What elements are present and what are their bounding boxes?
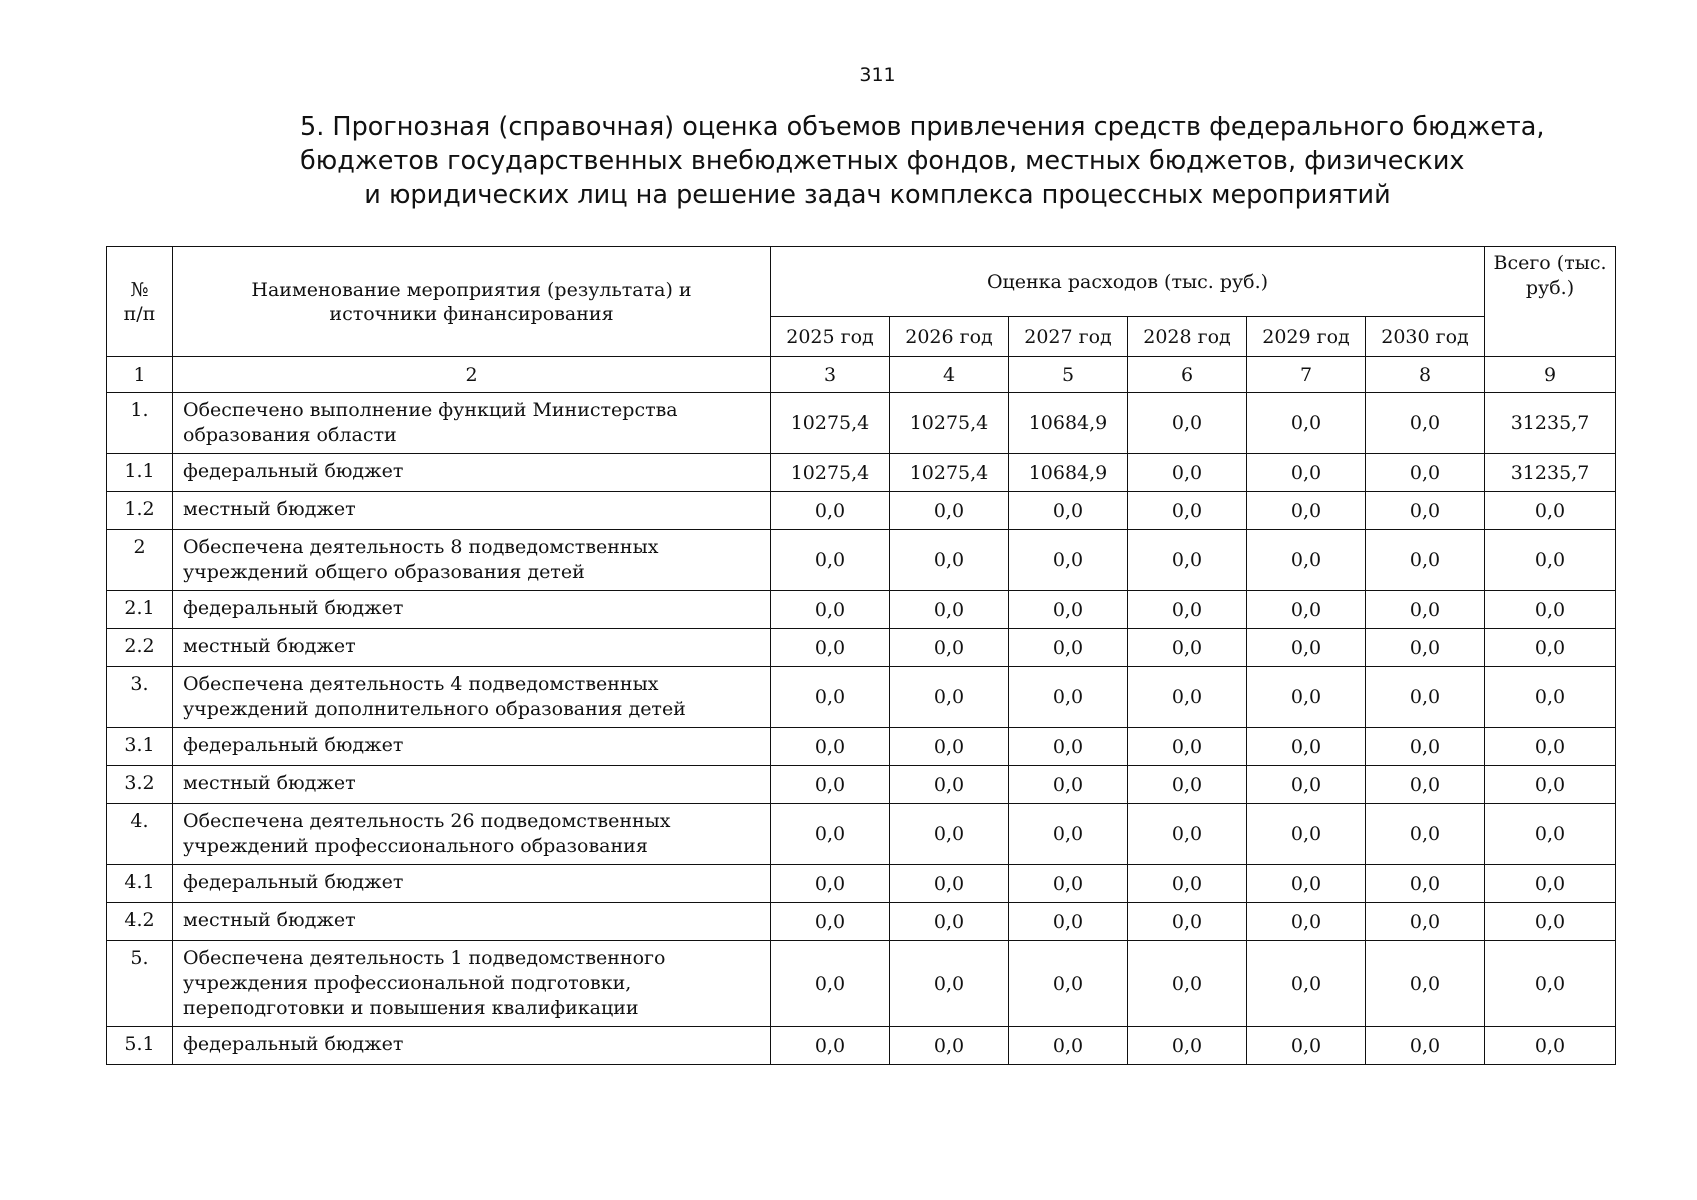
- row-value-2025-год: 0,0: [771, 804, 890, 865]
- table-row: [107, 629, 1616, 667]
- row-name: федеральный бюджет: [173, 865, 771, 903]
- row-total: 0,0: [1485, 865, 1616, 903]
- row-value-2027-год: 0,0: [1009, 629, 1128, 667]
- row-value-2025-год: 10275,4: [771, 393, 890, 454]
- row-value-2027-год: 10684,9: [1009, 454, 1128, 492]
- row-name: местный бюджет: [173, 629, 771, 667]
- row-value-2029-год: 0,0: [1247, 941, 1366, 1027]
- row-total: 0,0: [1485, 530, 1616, 591]
- page-number: 311: [859, 64, 896, 86]
- row-number: 2.2: [107, 629, 173, 667]
- row-total: 0,0: [1485, 804, 1616, 865]
- table-row: [107, 454, 1616, 492]
- row-value-2027-год: 0,0: [1009, 1027, 1128, 1065]
- row-number: 3.1: [107, 728, 173, 766]
- row-name: Обеспечена деятельность 1 подведомственного учреждения профессиональной подготовки, переподготовки и повышения квалификации: [173, 941, 771, 1027]
- row-value-2029-год: 0,0: [1247, 454, 1366, 492]
- row-value-2026-год: 0,0: [890, 865, 1009, 903]
- row-value-2030-год: 0,0: [1366, 629, 1485, 667]
- col-number: 2: [173, 357, 771, 393]
- header-name: Наименование мероприятия (результата) и источники финансирования: [173, 247, 771, 357]
- budget-table: [106, 246, 1616, 1065]
- col-number: 1: [107, 357, 173, 393]
- row-name: федеральный бюджет: [173, 728, 771, 766]
- row-number: 5.: [107, 941, 173, 1027]
- row-value-2029-год: 0,0: [1247, 492, 1366, 530]
- row-value-2028-год: 0,0: [1128, 393, 1247, 454]
- header-year: 2027 год: [1009, 317, 1128, 357]
- col-number: 4: [890, 357, 1009, 393]
- row-value-2026-год: 0,0: [890, 530, 1009, 591]
- row-value-2025-год: 0,0: [771, 629, 890, 667]
- header-year: 2030 год: [1366, 317, 1485, 357]
- row-value-2026-год: 0,0: [890, 492, 1009, 530]
- row-value-2029-год: 0,0: [1247, 1027, 1366, 1065]
- row-number: 1.: [107, 393, 173, 454]
- row-value-2028-год: 0,0: [1128, 903, 1247, 941]
- row-total: 0,0: [1485, 941, 1616, 1027]
- row-name: местный бюджет: [173, 766, 771, 804]
- row-value-2029-год: 0,0: [1247, 804, 1366, 865]
- title-line: бюджетов государственных внебюджетных фондов, местных бюджетов, физических: [300, 146, 1465, 176]
- row-value-2030-год: 0,0: [1366, 393, 1485, 454]
- row-total: 0,0: [1485, 591, 1616, 629]
- row-value-2028-год: 0,0: [1128, 766, 1247, 804]
- col-number: 8: [1366, 357, 1485, 393]
- title-line: 5. Прогнозная (справочная) оценка объемов привлечения средств федерального бюджета,: [300, 112, 1545, 142]
- col-number: 3: [771, 357, 890, 393]
- row-number: 3.: [107, 667, 173, 728]
- header-year: 2028 год: [1128, 317, 1247, 357]
- row-value-2030-год: 0,0: [1366, 667, 1485, 728]
- col-number: 7: [1247, 357, 1366, 393]
- row-value-2026-год: 0,0: [890, 667, 1009, 728]
- row-name: местный бюджет: [173, 903, 771, 941]
- header-costs: Оценка расходов (тыс. руб.): [771, 247, 1485, 317]
- row-total: 31235,7: [1485, 454, 1616, 492]
- row-total: 0,0: [1485, 766, 1616, 804]
- row-value-2026-год: 0,0: [890, 629, 1009, 667]
- row-name: федеральный бюджет: [173, 591, 771, 629]
- row-value-2027-год: 0,0: [1009, 903, 1128, 941]
- row-value-2027-год: 10684,9: [1009, 393, 1128, 454]
- table-row: [107, 492, 1616, 530]
- row-value-2027-год: 0,0: [1009, 667, 1128, 728]
- row-value-2025-год: 0,0: [771, 1027, 890, 1065]
- column-number-row: [107, 357, 1616, 393]
- row-value-2030-год: 0,0: [1366, 903, 1485, 941]
- row-name: Обеспечена деятельность 26 подведомственных учреждений профессионального образования: [173, 804, 771, 865]
- row-total: 0,0: [1485, 629, 1616, 667]
- row-value-2029-год: 0,0: [1247, 728, 1366, 766]
- row-value-2025-год: 0,0: [771, 903, 890, 941]
- table-row: [107, 393, 1616, 454]
- row-value-2029-год: 0,0: [1247, 393, 1366, 454]
- row-value-2030-год: 0,0: [1366, 454, 1485, 492]
- row-value-2026-год: 0,0: [890, 1027, 1009, 1065]
- row-value-2030-год: 0,0: [1366, 1027, 1485, 1065]
- row-value-2027-год: 0,0: [1009, 728, 1128, 766]
- table-row: [107, 728, 1616, 766]
- col-number: 5: [1009, 357, 1128, 393]
- header-year: 2025 год: [771, 317, 890, 357]
- table-row: [107, 865, 1616, 903]
- row-value-2029-год: 0,0: [1247, 629, 1366, 667]
- row-value-2029-год: 0,0: [1247, 667, 1366, 728]
- table-row: [107, 591, 1616, 629]
- row-number: 2: [107, 530, 173, 591]
- row-value-2025-год: 0,0: [771, 941, 890, 1027]
- row-total: 0,0: [1485, 728, 1616, 766]
- header-year: 2026 год: [890, 317, 1009, 357]
- row-value-2030-год: 0,0: [1366, 492, 1485, 530]
- table-row: [107, 1027, 1616, 1065]
- table-row: [107, 766, 1616, 804]
- row-value-2026-год: 0,0: [890, 903, 1009, 941]
- row-name: федеральный бюджет: [173, 454, 771, 492]
- header-total: Всего (тыс. руб.): [1485, 247, 1616, 357]
- row-number: 1.2: [107, 492, 173, 530]
- row-value-2030-год: 0,0: [1366, 766, 1485, 804]
- row-value-2025-год: 10275,4: [771, 454, 890, 492]
- row-value-2026-год: 10275,4: [890, 393, 1009, 454]
- row-number: 4.: [107, 804, 173, 865]
- title-line: и юридических лиц на решение задач комплекса процессных мероприятий: [364, 180, 1391, 210]
- row-value-2030-год: 0,0: [1366, 728, 1485, 766]
- table-row: [107, 941, 1616, 1027]
- header-num: № п/п: [107, 247, 173, 357]
- row-value-2027-год: 0,0: [1009, 766, 1128, 804]
- row-value-2025-год: 0,0: [771, 865, 890, 903]
- row-value-2027-год: 0,0: [1009, 865, 1128, 903]
- row-total: 0,0: [1485, 1027, 1616, 1065]
- row-value-2028-год: 0,0: [1128, 804, 1247, 865]
- row-name: Обеспечена деятельность 4 подведомственных учреждений дополнительного образования детей: [173, 667, 771, 728]
- row-value-2028-год: 0,0: [1128, 530, 1247, 591]
- row-value-2025-год: 0,0: [771, 530, 890, 591]
- row-value-2029-год: 0,0: [1247, 766, 1366, 804]
- row-number: 1.1: [107, 454, 173, 492]
- row-value-2030-год: 0,0: [1366, 804, 1485, 865]
- row-value-2029-год: 0,0: [1247, 865, 1366, 903]
- row-value-2025-год: 0,0: [771, 492, 890, 530]
- row-value-2030-год: 0,0: [1366, 865, 1485, 903]
- row-value-2026-год: 0,0: [890, 804, 1009, 865]
- table-row: [107, 530, 1616, 591]
- row-value-2026-год: 0,0: [890, 766, 1009, 804]
- row-value-2027-год: 0,0: [1009, 591, 1128, 629]
- row-value-2028-год: 0,0: [1128, 454, 1247, 492]
- row-value-2027-год: 0,0: [1009, 804, 1128, 865]
- row-value-2029-год: 0,0: [1247, 903, 1366, 941]
- row-value-2028-год: 0,0: [1128, 591, 1247, 629]
- row-value-2025-год: 0,0: [771, 591, 890, 629]
- row-value-2030-год: 0,0: [1366, 591, 1485, 629]
- row-value-2025-год: 0,0: [771, 667, 890, 728]
- header-year: 2029 год: [1247, 317, 1366, 357]
- table-row: [107, 903, 1616, 941]
- row-value-2025-год: 0,0: [771, 728, 890, 766]
- table-row: [107, 804, 1616, 865]
- row-value-2030-год: 0,0: [1366, 941, 1485, 1027]
- row-value-2028-год: 0,0: [1128, 492, 1247, 530]
- row-value-2027-год: 0,0: [1009, 530, 1128, 591]
- row-value-2028-год: 0,0: [1128, 941, 1247, 1027]
- row-total: 0,0: [1485, 903, 1616, 941]
- col-number: 6: [1128, 357, 1247, 393]
- row-name: Обеспечено выполнение функций Министерства образования области: [173, 393, 771, 454]
- row-number: 3.2: [107, 766, 173, 804]
- row-value-2030-год: 0,0: [1366, 530, 1485, 591]
- row-total: 0,0: [1485, 667, 1616, 728]
- row-name: Обеспечена деятельность 8 подведомственных учреждений общего образования детей: [173, 530, 771, 591]
- row-value-2028-год: 0,0: [1128, 1027, 1247, 1065]
- row-value-2025-год: 0,0: [771, 766, 890, 804]
- row-total: 31235,7: [1485, 393, 1616, 454]
- row-value-2026-год: 0,0: [890, 728, 1009, 766]
- row-value-2029-год: 0,0: [1247, 530, 1366, 591]
- row-value-2028-год: 0,0: [1128, 667, 1247, 728]
- row-total: 0,0: [1485, 492, 1616, 530]
- row-number: 5.1: [107, 1027, 173, 1065]
- row-value-2029-год: 0,0: [1247, 591, 1366, 629]
- row-value-2028-год: 0,0: [1128, 728, 1247, 766]
- document-title: [300, 110, 1545, 212]
- row-value-2028-год: 0,0: [1128, 629, 1247, 667]
- table-row: [107, 667, 1616, 728]
- row-value-2026-год: 0,0: [890, 591, 1009, 629]
- row-value-2026-год: 10275,4: [890, 454, 1009, 492]
- row-number: 4.2: [107, 903, 173, 941]
- row-value-2026-год: 0,0: [890, 941, 1009, 1027]
- row-number: 2.1: [107, 591, 173, 629]
- row-value-2028-год: 0,0: [1128, 865, 1247, 903]
- row-value-2027-год: 0,0: [1009, 492, 1128, 530]
- row-value-2027-год: 0,0: [1009, 941, 1128, 1027]
- row-name: федеральный бюджет: [173, 1027, 771, 1065]
- col-number: 9: [1485, 357, 1616, 393]
- row-number: 4.1: [107, 865, 173, 903]
- row-name: местный бюджет: [173, 492, 771, 530]
